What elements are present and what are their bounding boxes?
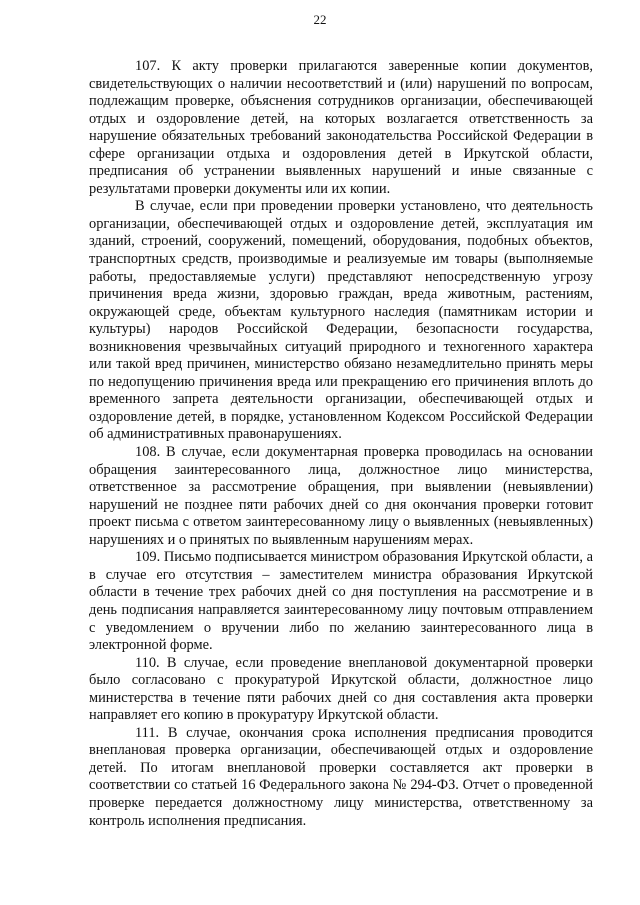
paragraph-110: 110. В случае, если проведение внеплановой документарной проверки было согласовано с прокуратурой Иркутской области, должностное лицо министерства в течение пяти рабочих дней со дня составления акта проверки направляет его копию в прокуратуру Иркутской области. [89,654,593,724]
page-number: 22 [313,12,327,27]
document-body [89,58,593,830]
paragraph-107: 107. К акту проверки прилагаются заверенные копии документов, свидетельствующих о наличии несоответствий и (или) нарушений по вопросам, подлежащим проверке, объяснения сотрудников организации, обеспечивающей отдых и оздоровление детей, на которых возлагается ответственность за нарушение обязательных требований законодательства Российской Федерации в сфере организации отдыха и оздоровления детей в Иркутской области, предписания об устранении выявленных нарушений и иные связанные с результатами проверки документы или их копии. [89,58,593,197]
paragraph-107-continued: В случае, если при проведении проверки установлено, что деятельность организации, обеспечивающей отдых и оздоровление детей, эксплуатация им зданий, строений, сооружений, помещений, оборудования, подобных объектов, транспортных средств, производимые и реализуемые им товары (выполняемые работы, предоставляемые услуги) представляют непосредственную угрозу причинения вреда жизни, здоровью граждан, вреда животным, растениям, окружающей среде, объектам культурного наследия (памятникам истории и культуры) народов Российской Федерации, безопасности государства, возникновения чрезвычайных ситуаций природного и техногенного характера или такой вред причинен, министерство обязано незамедлительно принять меры по недопущению причинения вреда или прекращению его причинения вплоть до временного запрета деятельности организации, обеспечивающей отдых и оздоровление детей, в порядке, установленном Кодексом Российской Федерации об административных правонарушениях. [89,198,593,443]
paragraph-108: 108. В случае, если документарная проверка проводилась на основании обращения заинтересованного лица, должностное лицо министерства, ответственное за рассмотрение обращения, при выявлении (невыявлении) нарушений не позднее пяти рабочих дней со дня окончания проверки готовит проект письма с ответом заинтересованному лицу о выявленных (невыявленных) нарушениях и о принятых по выявленным нарушениям мерах. [89,444,593,548]
paragraph-111: 111. В случае, окончания срока исполнения предписания проводится внеплановая проверка организации, обеспечивающей отдых и оздоровление детей. По итогам внеплановой проверки составляется акт проверки в соответствии со статьей 16 Федерального закона № 294-ФЗ. Отчет о проведенной проверке передается должностному лицу министерства, ответственному за контроль исполнения предписания. [89,724,593,829]
paragraph-109: 109. Письмо подписывается министром образования Иркутской области, а в случае его отсутствия – заместителем министра образования Иркутской области в течение трех рабочих дней со дня поступления на рассмотрение и в день подписания направляется заинтересованному лицу почтовым отправлением с уведомлением о вручении либо по желанию заинтересованного лица в электронной форме. [89,549,593,654]
